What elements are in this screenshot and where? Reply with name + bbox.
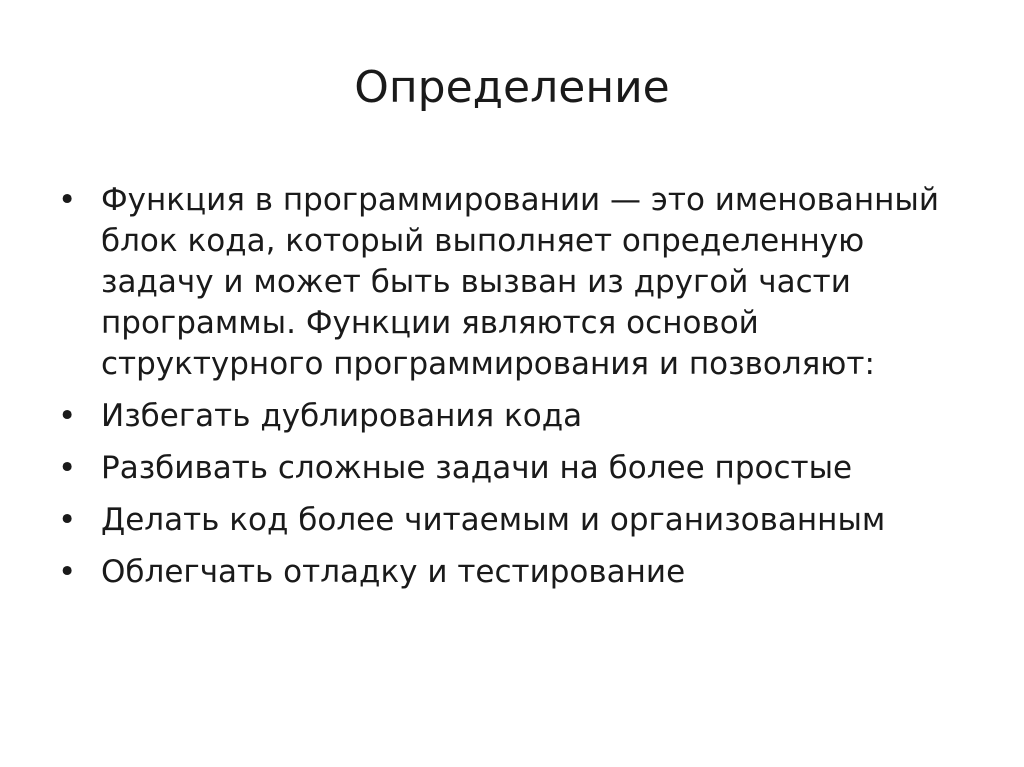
slide-title: Определение: [354, 62, 670, 113]
bullet-text: Функция в программировании — это именованный блок кода, который выполняет определенную задачу и может быть вызван из другой части программы. Функции являются основой структурного программирования и позволяют:: [101, 182, 940, 382]
bullet-item-decompose-tasks: [58, 448, 958, 489]
bullet-text: Делать код более читаемым и организованным: [101, 502, 886, 538]
bullet-item-readable-code: [58, 500, 958, 541]
bullet-item-avoid-duplication: [58, 396, 958, 437]
bullet-list: [58, 180, 958, 604]
bullet-text: Избегать дублирования кода: [101, 398, 583, 434]
bullet-text: Облегчать отладку и тестирование: [101, 554, 686, 590]
bullet-icon: •: [58, 502, 77, 538]
bullet-text: Разбивать сложные задачи на более простые: [101, 450, 853, 486]
bullet-icon: •: [58, 182, 77, 218]
bullet-icon: •: [58, 554, 77, 590]
bullet-icon: •: [58, 398, 77, 434]
bullet-item-definition: [58, 180, 958, 385]
bullet-item-easier-debugging: [58, 552, 958, 593]
bullet-icon: •: [58, 450, 77, 486]
